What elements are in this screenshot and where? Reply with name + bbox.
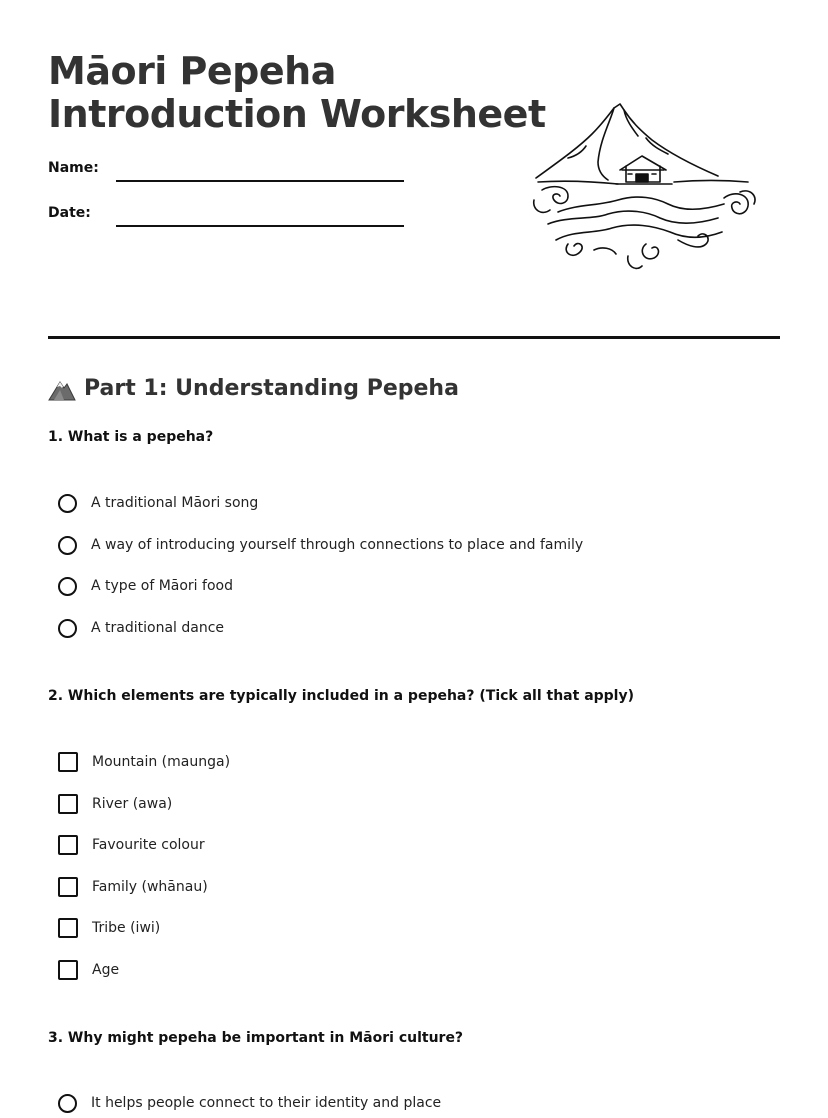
title-line-2: Introduction Worksheet	[48, 92, 546, 136]
part1-title-text: Part 1: Understanding Pepeha	[84, 376, 459, 401]
option-label: A traditional Māori song	[91, 495, 259, 511]
date-label: Date:	[48, 205, 91, 221]
option-label: A traditional dance	[91, 620, 225, 636]
page-title	[48, 50, 546, 136]
q2-option-2[interactable]	[58, 792, 172, 816]
q2-option-1[interactable]	[58, 750, 230, 774]
checkbox[interactable]	[58, 794, 78, 814]
q2-option-5[interactable]	[58, 916, 160, 940]
q2-option-3[interactable]	[58, 833, 205, 857]
radio-button[interactable]	[58, 577, 77, 596]
option-label: River (awa)	[92, 796, 173, 812]
q1-option-3[interactable]	[58, 574, 233, 598]
checkbox[interactable]	[58, 835, 78, 855]
q3-option-1[interactable]	[58, 1091, 441, 1115]
q2-option-6[interactable]	[58, 958, 119, 982]
name-input-line[interactable]	[116, 180, 404, 182]
radio-button[interactable]	[58, 536, 77, 555]
q1-option-2[interactable]	[58, 533, 583, 557]
checkbox[interactable]	[58, 752, 78, 772]
checkbox[interactable]	[58, 918, 78, 938]
radio-button[interactable]	[58, 619, 77, 638]
option-label: Favourite colour	[92, 837, 205, 853]
option-label: Tribe (iwi)	[92, 920, 161, 936]
question-3: 3. Why might pepeha be important in Māori culture?	[48, 1030, 464, 1046]
option-label: Age	[92, 962, 120, 978]
mountain-marae-river-illustration	[528, 100, 760, 275]
option-label: A type of Māori food	[91, 578, 233, 594]
question-1: 1. What is a pepeha?	[48, 429, 214, 445]
option-label: Mountain (maunga)	[92, 754, 231, 770]
checkbox[interactable]	[58, 877, 78, 897]
q1-option-4[interactable]	[58, 616, 224, 640]
mountain-icon	[48, 377, 76, 401]
q1-option-1[interactable]	[58, 491, 258, 515]
option-label: A way of introducing yourself through connections to place and family	[91, 537, 584, 553]
date-input-line[interactable]	[116, 225, 404, 227]
radio-button[interactable]	[58, 494, 77, 513]
name-label: Name:	[48, 160, 99, 176]
part1-title	[48, 374, 459, 404]
q2-option-4[interactable]	[58, 875, 208, 899]
checkbox[interactable]	[58, 960, 78, 980]
option-label: It helps people connect to their identity and place	[91, 1095, 442, 1111]
section-divider	[48, 336, 780, 339]
option-label: Family (whānau)	[92, 879, 208, 895]
title-line-1: Māori Pepeha	[48, 49, 336, 93]
question-2: 2. Which elements are typically included in a pepeha? (Tick all that apply)	[48, 688, 635, 704]
radio-button[interactable]	[58, 1094, 77, 1113]
